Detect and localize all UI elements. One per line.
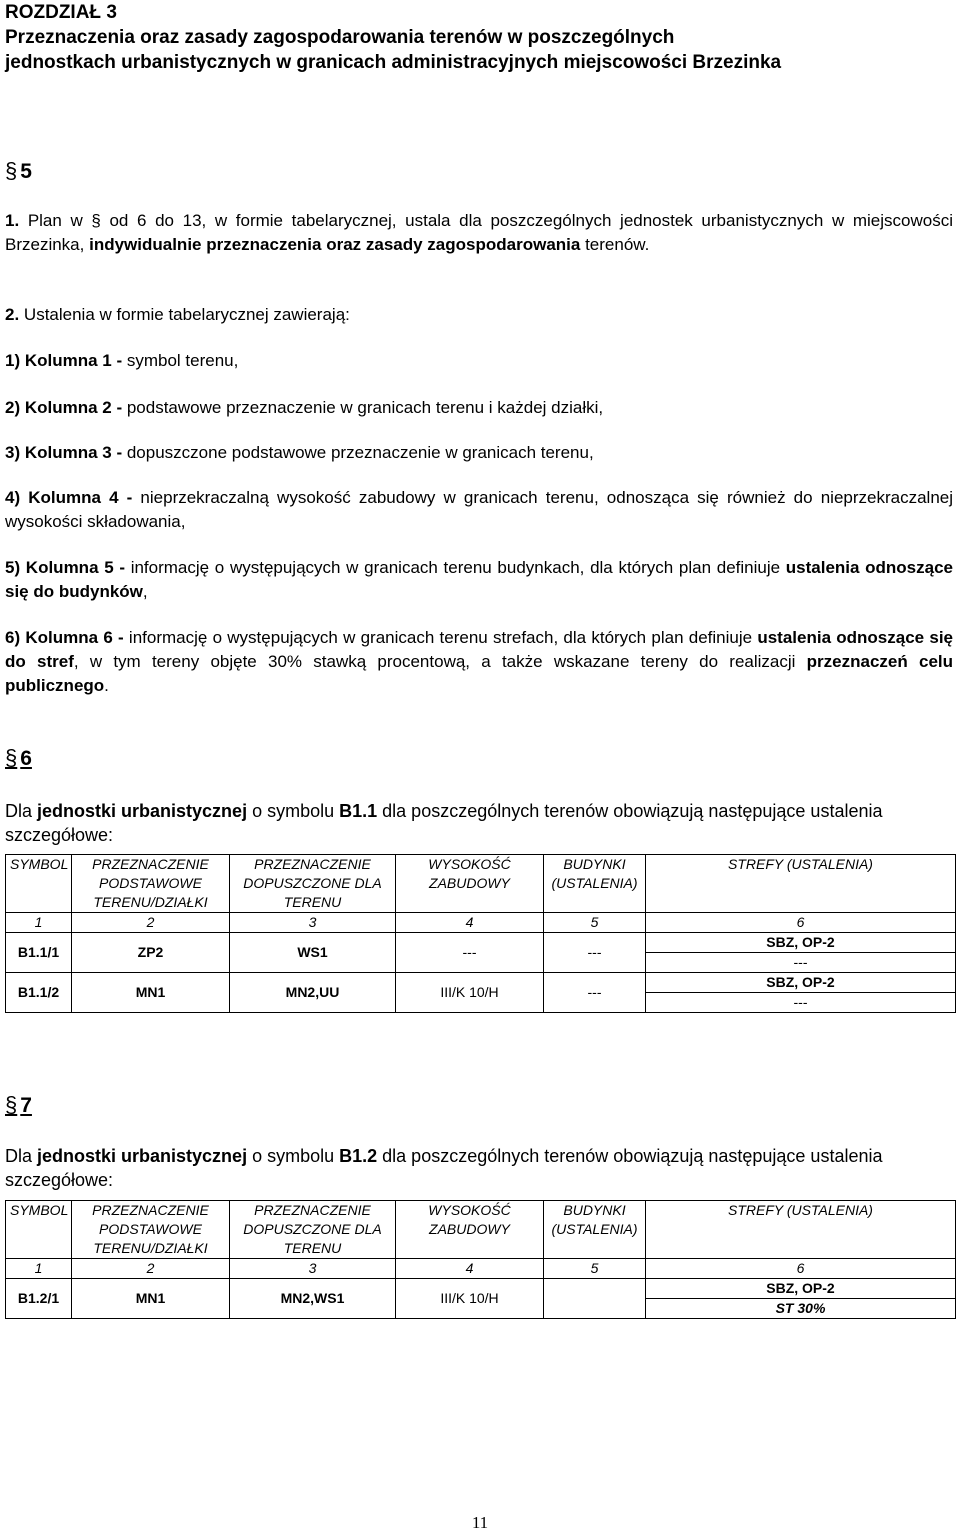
list-item [5, 441, 953, 465]
cell-dopuszczone: MN2,WS1 [230, 1279, 396, 1319]
section-number: 7 [20, 1094, 32, 1117]
table-number-row [6, 1259, 956, 1279]
list-item [5, 486, 953, 534]
paragraph-number: 1. [5, 211, 20, 230]
intro-text: dla poszczególnych terenów obowiązują następujące ustalenia szczegółowe: [5, 1146, 883, 1190]
list-item [5, 626, 953, 698]
list-item-label: 3) Kolumna 3 - [5, 443, 123, 462]
wysokosc-value: III/K 10/H [440, 984, 499, 1000]
section-6-intro [5, 799, 953, 847]
paragraph-bold-text: indywidualnie przeznaczenia oraz zasady zagospodarowania [89, 235, 581, 254]
cell-podstawowe: ZP2 [72, 933, 230, 973]
column-header: PRZEZNACZENIE PODSTAWOWE TERENU/DZIAŁKI [72, 1201, 230, 1259]
list-item-label: 2) Kolumna 2 - [5, 398, 123, 417]
paragraph-2 [5, 303, 953, 327]
table-number-row [6, 913, 956, 933]
section-sign-icon: § [5, 158, 18, 183]
unit-symbol: B1.1 [339, 801, 378, 821]
paragraph-number: 2. [5, 305, 20, 324]
column-number: 3 [230, 1259, 396, 1279]
table-b1-1 [5, 854, 956, 1013]
cell-podstawowe: MN1 [72, 973, 230, 1013]
column-header: PRZEZNACZENIE PODSTAWOWE TERENU/DZIAŁKI [72, 855, 230, 913]
list-item-text: symbol terenu, [122, 351, 239, 370]
column-header: STREFY (USTALENIA) [646, 855, 956, 913]
cell-dopuszczone: MN2,UU [230, 973, 396, 1013]
list-item [5, 396, 953, 420]
section-5-heading [5, 158, 32, 184]
cell-podstawowe: MN1 [72, 1279, 230, 1319]
list-item-text: informację o występujących w granicach terenu strefach, dla których plan definiuje [123, 628, 758, 647]
column-header: PRZEZNACZENIE DOPUSZCZONE DLA TERENU [230, 855, 396, 913]
unit-symbol: B1.2 [339, 1146, 378, 1166]
column-header: WYSOKOŚĆ ZABUDOWY [396, 1201, 544, 1259]
section-number: 6 [20, 747, 32, 770]
list-item-text: . [104, 676, 109, 695]
column-number: 2 [72, 1259, 230, 1279]
column-header: SYMBOL [6, 1201, 72, 1259]
section-6-heading [5, 745, 32, 771]
list-item [5, 349, 953, 373]
intro-text: Dla [5, 801, 38, 821]
chapter-title-line-2: jednostkach urbanistycznych w granicach administracyjnych miejscowości Brzezinka [5, 52, 782, 73]
cell-strefy [646, 973, 956, 1013]
paragraph-text: od 6 do 13, w formie tabelarycznej, ustala dla poszczególnych jednostek urbanistycznych w miejscowości Brzezinka, [5, 211, 953, 254]
list-item-text: , [142, 582, 148, 601]
list-item-text: podstawowe przeznaczenie w granicach terenu i każdej działki, [122, 398, 604, 417]
intro-bold-text: jednostki urbanistycznej [37, 1146, 248, 1166]
list-item-text: , w tym tereny objęte 30% stawką procentową, a także wskazane tereny do realizacji [73, 652, 807, 671]
column-header: PRZEZNACZENIE DOPUSZCZONE DLA TERENU [230, 1201, 396, 1259]
section-number: 5 [20, 160, 32, 183]
column-number: 5 [544, 913, 646, 933]
strefa-entry: --- [646, 992, 955, 1012]
intro-text: o symbolu [247, 801, 340, 821]
column-header: SYMBOL [6, 855, 72, 913]
column-number: 4 [396, 1259, 544, 1279]
paragraph-text: Ustalenia w formie tabelarycznej zawierają: [19, 305, 350, 324]
cell-symbol: B1.1/2 [6, 973, 72, 1013]
table-row [6, 933, 956, 973]
intro-text: o symbolu [247, 1146, 340, 1166]
wysokosc-value: III/K 10/H [440, 1290, 499, 1306]
column-number: 2 [72, 913, 230, 933]
cell-budynki [544, 1279, 646, 1319]
cell-budynki: --- [544, 933, 646, 973]
chapter-title-line-1: Przeznaczenia oraz zasady zagospodarowania terenów w poszczególnych [5, 27, 675, 48]
chapter-label: ROZDZIAŁ 3 [5, 2, 117, 23]
table-header-row [6, 1201, 956, 1259]
strefa-entry: SBZ, OP-2 [766, 1280, 835, 1296]
section-7-intro [5, 1144, 953, 1192]
list-item-bold-text: ustalenia odnoszące się do stref [5, 628, 953, 671]
column-number: 4 [396, 913, 544, 933]
section-sign-icon: § [91, 211, 101, 230]
strefa-entry: ST 30% [646, 1298, 955, 1318]
section-7-heading [5, 1092, 32, 1118]
column-number: 1 [6, 1259, 72, 1279]
list-item-label: 6) Kolumna 6 - [5, 628, 124, 647]
intro-bold-text: jednostki urbanistycznej [37, 801, 248, 821]
list-item [5, 556, 953, 604]
cell-wysokosc: --- [396, 933, 544, 973]
paragraph-1 [5, 209, 953, 257]
cell-symbol: B1.1/1 [6, 933, 72, 973]
cell-symbol: B1.2/1 [6, 1279, 72, 1319]
paragraph-text: Plan w [19, 211, 92, 230]
cell-wysokosc [396, 973, 544, 1013]
cell-strefy [646, 1279, 956, 1319]
list-item-label: 4) Kolumna 4 - [5, 488, 133, 507]
column-number: 5 [544, 1259, 646, 1279]
strefa-entry: --- [646, 952, 955, 972]
column-header: BUDYNKI (USTALENIA) [544, 855, 646, 913]
column-number: 6 [646, 1259, 956, 1279]
list-item-bold-text: przeznaczeń celu publicznego [5, 652, 954, 695]
intro-text: Dla [5, 1146, 38, 1166]
table-b1-2 [5, 1200, 956, 1319]
section-sign-icon: § [5, 1092, 18, 1117]
table-header-row [6, 855, 956, 913]
strefa-entry: SBZ, OP-2 [766, 974, 835, 990]
list-item-text: informację o występujących w granicach terenu budynkach, dla których plan definiuje [125, 558, 786, 577]
column-number: 6 [646, 913, 956, 933]
column-header: STREFY (USTALENIA) [646, 1201, 956, 1259]
intro-text: dla poszczególnych terenów obowiązują następujące ustalenia szczegółowe: [5, 801, 883, 845]
paragraph-text: terenów. [580, 235, 650, 254]
cell-strefy [646, 933, 956, 973]
table-row [6, 973, 956, 1013]
list-item-bold-text: ustalenia odnoszące się do budynków [5, 558, 954, 601]
list-item-label: 5) Kolumna 5 - [5, 558, 126, 577]
list-item-text: dopuszczone podstawowe przeznaczenie w granicach terenu, [122, 443, 594, 462]
page-number: 11 [471, 1513, 489, 1532]
column-number: 3 [230, 913, 396, 933]
cell-dopuszczone: WS1 [230, 933, 396, 973]
cell-budynki: --- [544, 973, 646, 1013]
list-item-text: nieprzekraczalną wysokość zabudowy w granicach terenu, odnosząca się również do nieprzekraczalnej wysokości składowania, [5, 488, 953, 531]
list-item-label: 1) Kolumna 1 - [5, 351, 123, 370]
column-number: 1 [6, 913, 72, 933]
column-header: WYSOKOŚĆ ZABUDOWY [396, 855, 544, 913]
strefa-entry: SBZ, OP-2 [766, 934, 835, 950]
table-row [6, 1279, 956, 1319]
cell-wysokosc [396, 1279, 544, 1319]
column-header: BUDYNKI (USTALENIA) [544, 1201, 646, 1259]
section-sign-icon: § [5, 745, 18, 770]
